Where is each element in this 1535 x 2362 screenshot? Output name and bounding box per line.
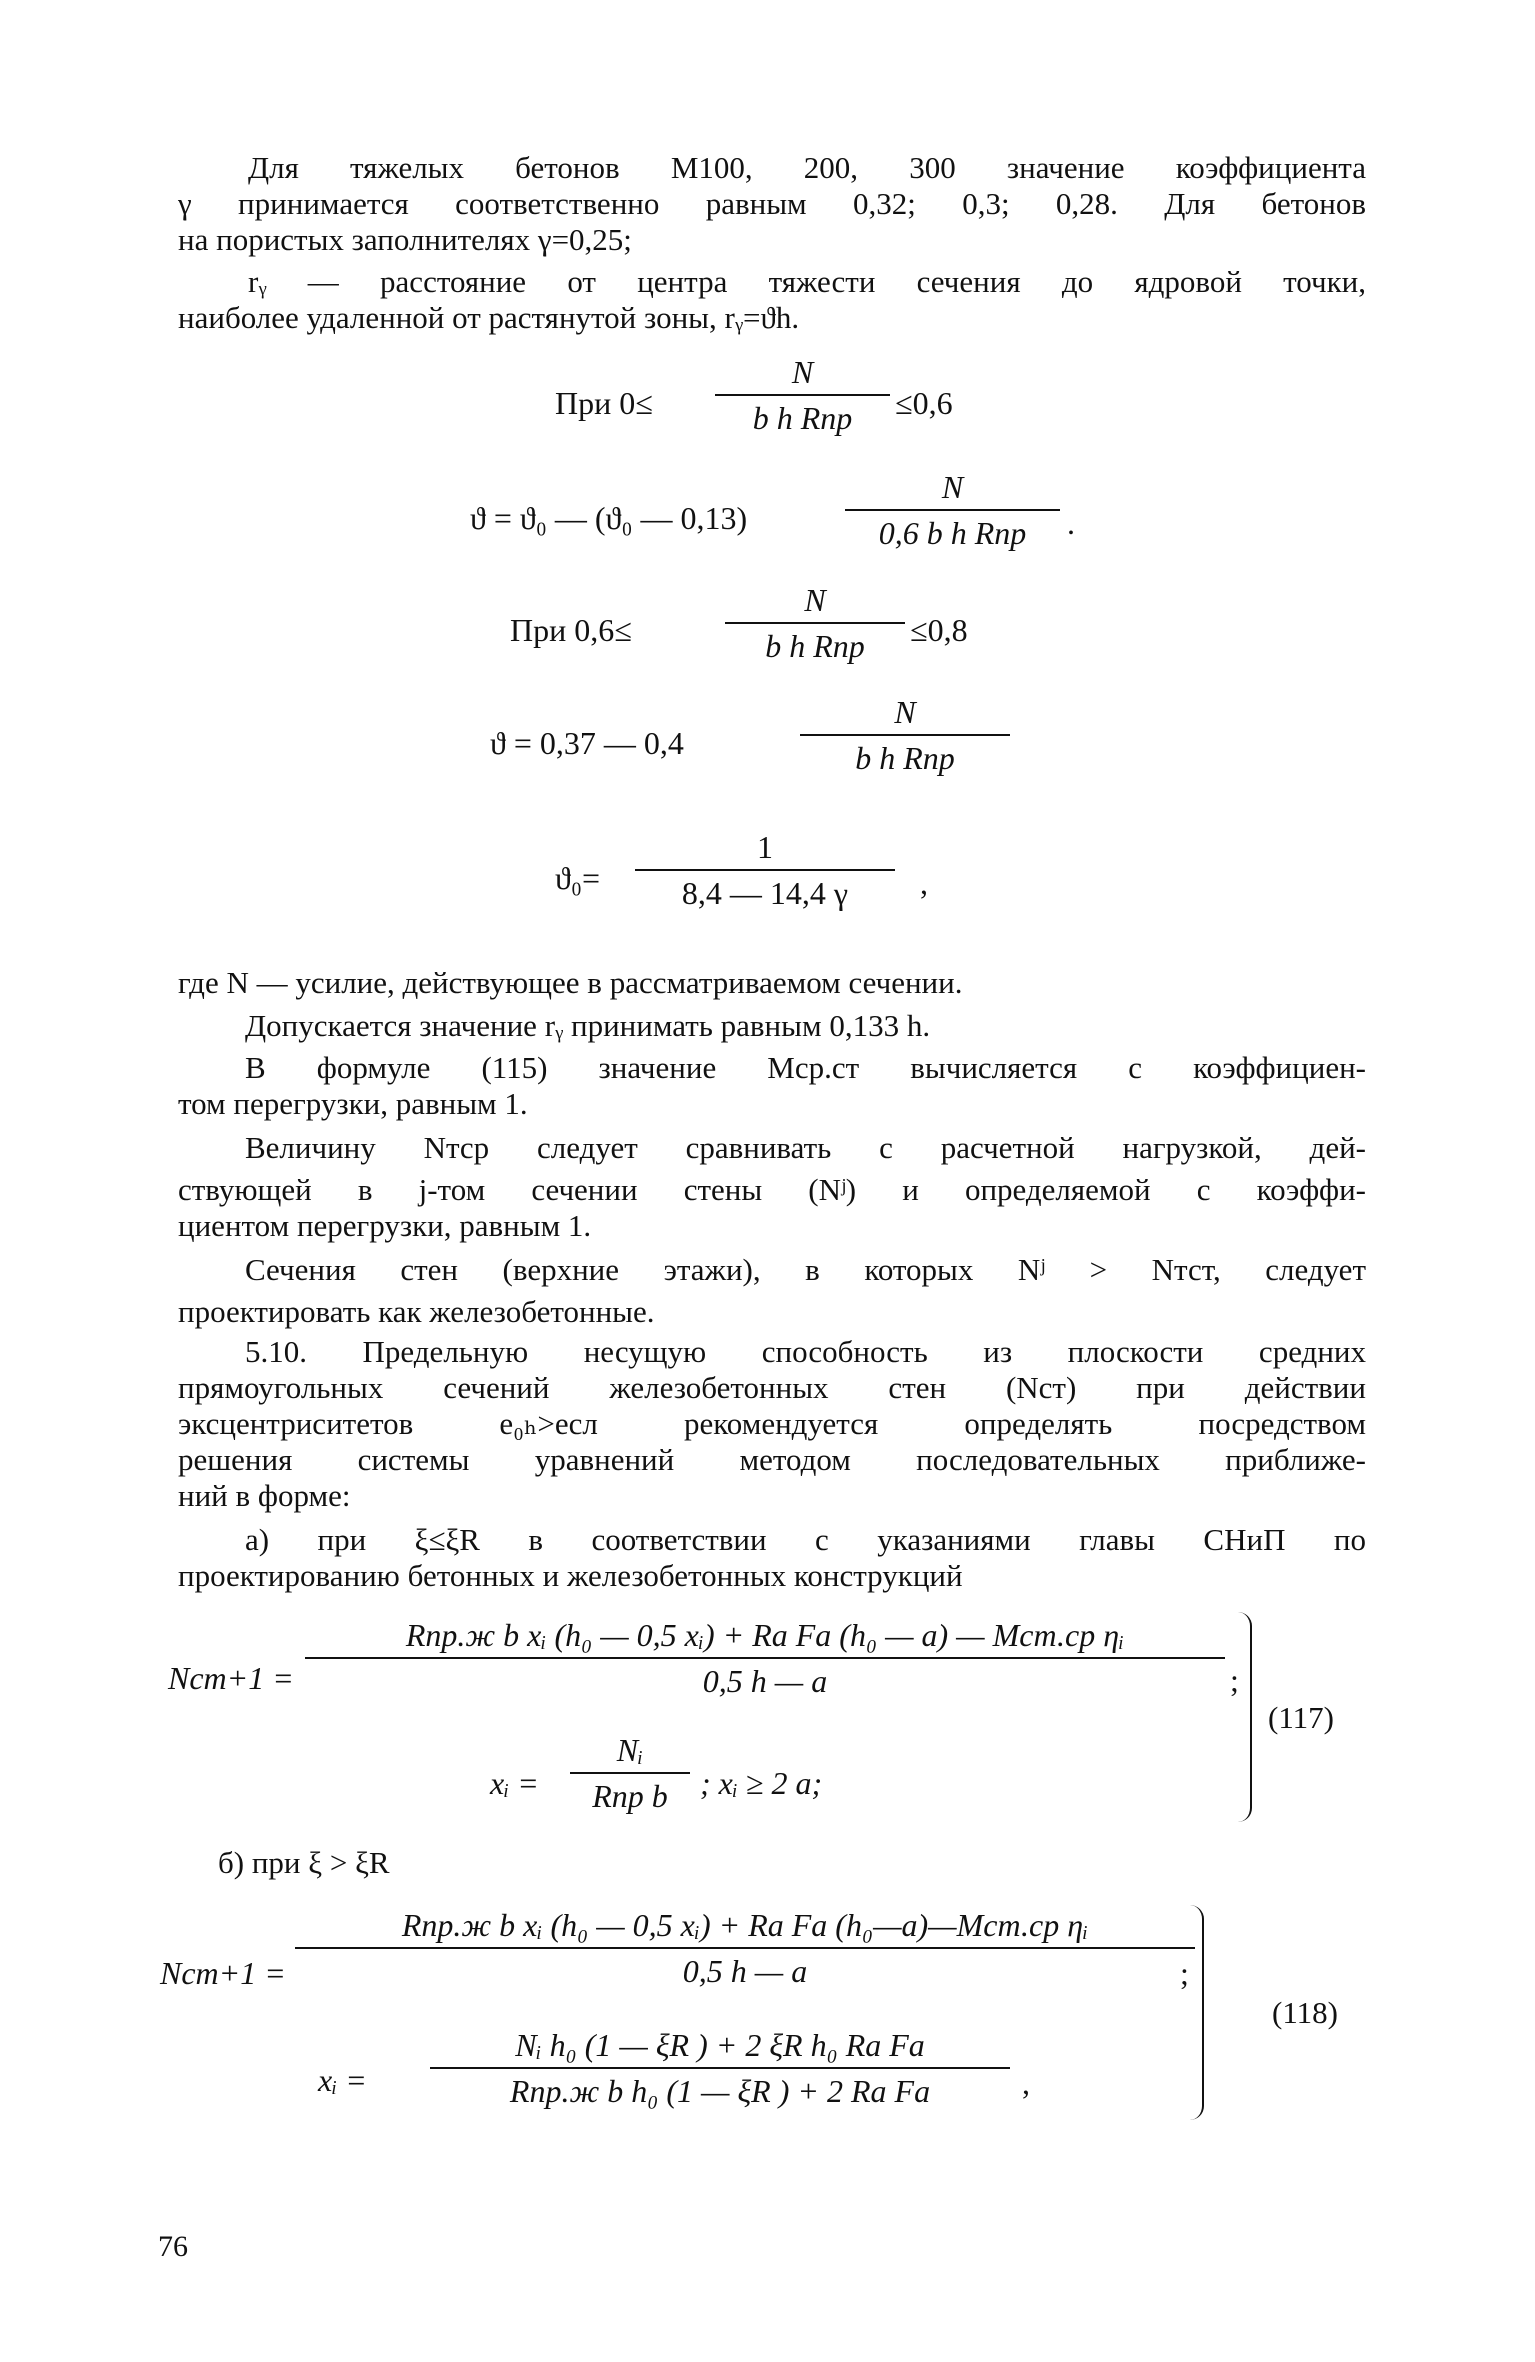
fraction-numerator: Rпр.ж b xᵢ (h₀ — 0,5 xᵢ) + Rа Fа (h₀—a)—Mст.ср ηᵢ [401, 1907, 1089, 1943]
text-line: ствующей в j-том сечении стены (Nʲ) и определяемой с коэффи- [178, 1172, 1366, 1207]
eq118-x-end: , [1022, 2065, 1030, 2101]
fraction-bar [725, 622, 905, 624]
eq118-x-lhs: xᵢ = [318, 2062, 367, 2098]
fraction-denominator: b h Rпр [765, 628, 865, 664]
eq117-separator: ; [1230, 1662, 1239, 1698]
eq117-x-fraction [570, 1730, 690, 1816]
fraction-numerator: 1 [757, 829, 773, 865]
fraction-denominator: 0,5 h — a [682, 1953, 808, 1989]
condition-1-fraction [715, 352, 890, 438]
fraction-denominator: b h Rпр [855, 740, 955, 776]
text-line: прямоугольных сечений железобетонных стен (Nст) при действии [178, 1370, 1366, 1405]
text-line: проектированию бетонных и железобетонных конструкций [178, 1558, 963, 1593]
theta-equation-1-end: . [1067, 505, 1075, 541]
fraction-denominator: 0,5 h — a [702, 1663, 828, 1699]
condition-2-suffix: ≤0,8 [910, 612, 968, 648]
eq117-x-lhs: xᵢ = [490, 1765, 539, 1801]
text-line-ry-value: Допускается значение rᵧ принимать равным 0,133 h. [245, 1008, 931, 1043]
fraction-bar [635, 869, 895, 871]
text-line: γ принимается соответственно равным 0,32; 0,3; 0,28. Для бетонов [178, 186, 1366, 221]
fraction-numerator: Rпр.ж b xᵢ (h₀ — 0,5 xᵢ) + Rа Fа (h₀ — a) — Mст.ср ηᵢ [405, 1617, 1125, 1653]
theta0-equation-lhs: ϑ₀= [555, 860, 601, 896]
paragraph-concrete-coefficients-cont [178, 186, 1366, 222]
eq117-number: (117) [1268, 1700, 1334, 1735]
fraction-bar [845, 509, 1060, 511]
text-line: rᵧ — расстояние от центра тяжести сечения до ядровой точки, [248, 264, 1366, 299]
fraction-bar [570, 1772, 690, 1774]
fraction-numerator: N [804, 582, 826, 618]
paragraph-load-comparison-cont [178, 1172, 1366, 1208]
condition-2-prefix: При 0,6≤ [510, 612, 632, 648]
paragraph-core-distance [178, 264, 1366, 300]
text-line: наиболее удаленной от растянутой зоны, rᵧ=ϑh. [178, 300, 800, 335]
condition-2-fraction [725, 580, 905, 666]
text-line-force-definition: где N — усилие, действующее в рассматриваемом сечении. [178, 965, 963, 1000]
condition-1-suffix: ≤0,6 [895, 385, 953, 421]
paragraph-load-comparison [178, 1130, 1366, 1166]
fraction-bar [715, 394, 890, 396]
text-line: Сечения стен (верхние этажи), в которых Nʲ > Nтст, следует [245, 1252, 1366, 1287]
fraction-denominator: Rпр.ж b h₀ (1 — ξR ) + 2 Rа Fа [509, 2073, 931, 2109]
fraction-numerator: N [894, 694, 916, 730]
fraction-bar [800, 734, 1010, 736]
eq118-separator: ; [1180, 1955, 1189, 1991]
text-line: циентом перегрузки, равным 1. [178, 1208, 592, 1243]
paragraph-section-5-10 [178, 1334, 1366, 1478]
fraction-bar [295, 1947, 1195, 1949]
paragraph-formula-115 [178, 1050, 1366, 1086]
fraction-bar [305, 1657, 1225, 1659]
theta-equation-1-fraction [845, 467, 1060, 553]
eq117-main-fraction [305, 1615, 1225, 1701]
text-line: Величину Nтср следует сравнивать с расчетной нагрузкой, дей- [245, 1130, 1366, 1165]
eq118-number: (118) [1272, 1995, 1338, 2030]
text-line: а) при ξ≤ξR в соответствии с указаниями главы СНиП по [245, 1522, 1366, 1557]
fraction-denominator: Rпр b [592, 1778, 668, 1814]
fraction-denominator: 8,4 — 14,4 γ [681, 875, 849, 911]
eq118-x-fraction [430, 2025, 1010, 2111]
text-line: проектировать как железобетонные. [178, 1294, 655, 1329]
text-line: решения системы уравнений методом последовательных приближе- [178, 1442, 1366, 1477]
page-number: 76 [158, 2230, 188, 2263]
fraction-numerator: N [941, 469, 964, 505]
eq117-brace [1228, 1612, 1252, 1822]
eq118-brace [1180, 1905, 1204, 2120]
case-b-heading: б) при ξ > ξR [218, 1845, 390, 1880]
paragraph-upper-floors [178, 1252, 1366, 1288]
eq118-main-fraction [295, 1905, 1195, 1991]
eq117-x-condition: ; xᵢ ≥ 2 a; [700, 1765, 823, 1801]
text-line: Для тяжелых бетонов М100, 200, 300 значение коэффициента [248, 150, 1366, 185]
theta-equation-1-lhs: ϑ = ϑ₀ — (ϑ₀ — 0,13) [470, 500, 748, 536]
text-line: том перегрузки, равным 1. [178, 1086, 528, 1121]
eq117-lhs: Nст+1 = [168, 1660, 294, 1696]
text-line: на пористых заполнителях γ=0,25; [178, 222, 632, 257]
paragraph-case-a [178, 1522, 1366, 1558]
theta-equation-2-fraction [800, 692, 1010, 778]
fraction-numerator: N [791, 354, 814, 390]
fraction-numerator: Nᵢ [616, 1732, 644, 1768]
text-line: 5.10. Предельную несущую способность из плоскости средних [245, 1334, 1366, 1369]
text-line: ний в форме: [178, 1478, 351, 1513]
fraction-denominator: 0,6 b h Rпр [878, 515, 1027, 551]
theta0-equation-end: , [920, 865, 928, 901]
condition-1-prefix: При 0≤ [555, 385, 653, 421]
fraction-bar [430, 2067, 1010, 2069]
text-line: В формуле (115) значение Mср.ст вычисляется с коэффициен- [245, 1050, 1366, 1085]
theta0-equation-fraction [635, 827, 895, 913]
paragraph-concrete-coefficients [178, 150, 1366, 186]
theta-equation-2-lhs: ϑ = 0,37 — 0,4 [490, 725, 684, 761]
fraction-numerator: Nᵢ h₀ (1 — ξR ) + 2 ξR h₀ Rа Fа [515, 2027, 925, 2063]
eq118-lhs: Nст+1 = [160, 1955, 286, 1991]
text-line: эксцентриситетов e₀ₕ>eсл рекомендуется определять посредством [178, 1406, 1366, 1441]
fraction-denominator: b h Rпр [752, 400, 853, 436]
